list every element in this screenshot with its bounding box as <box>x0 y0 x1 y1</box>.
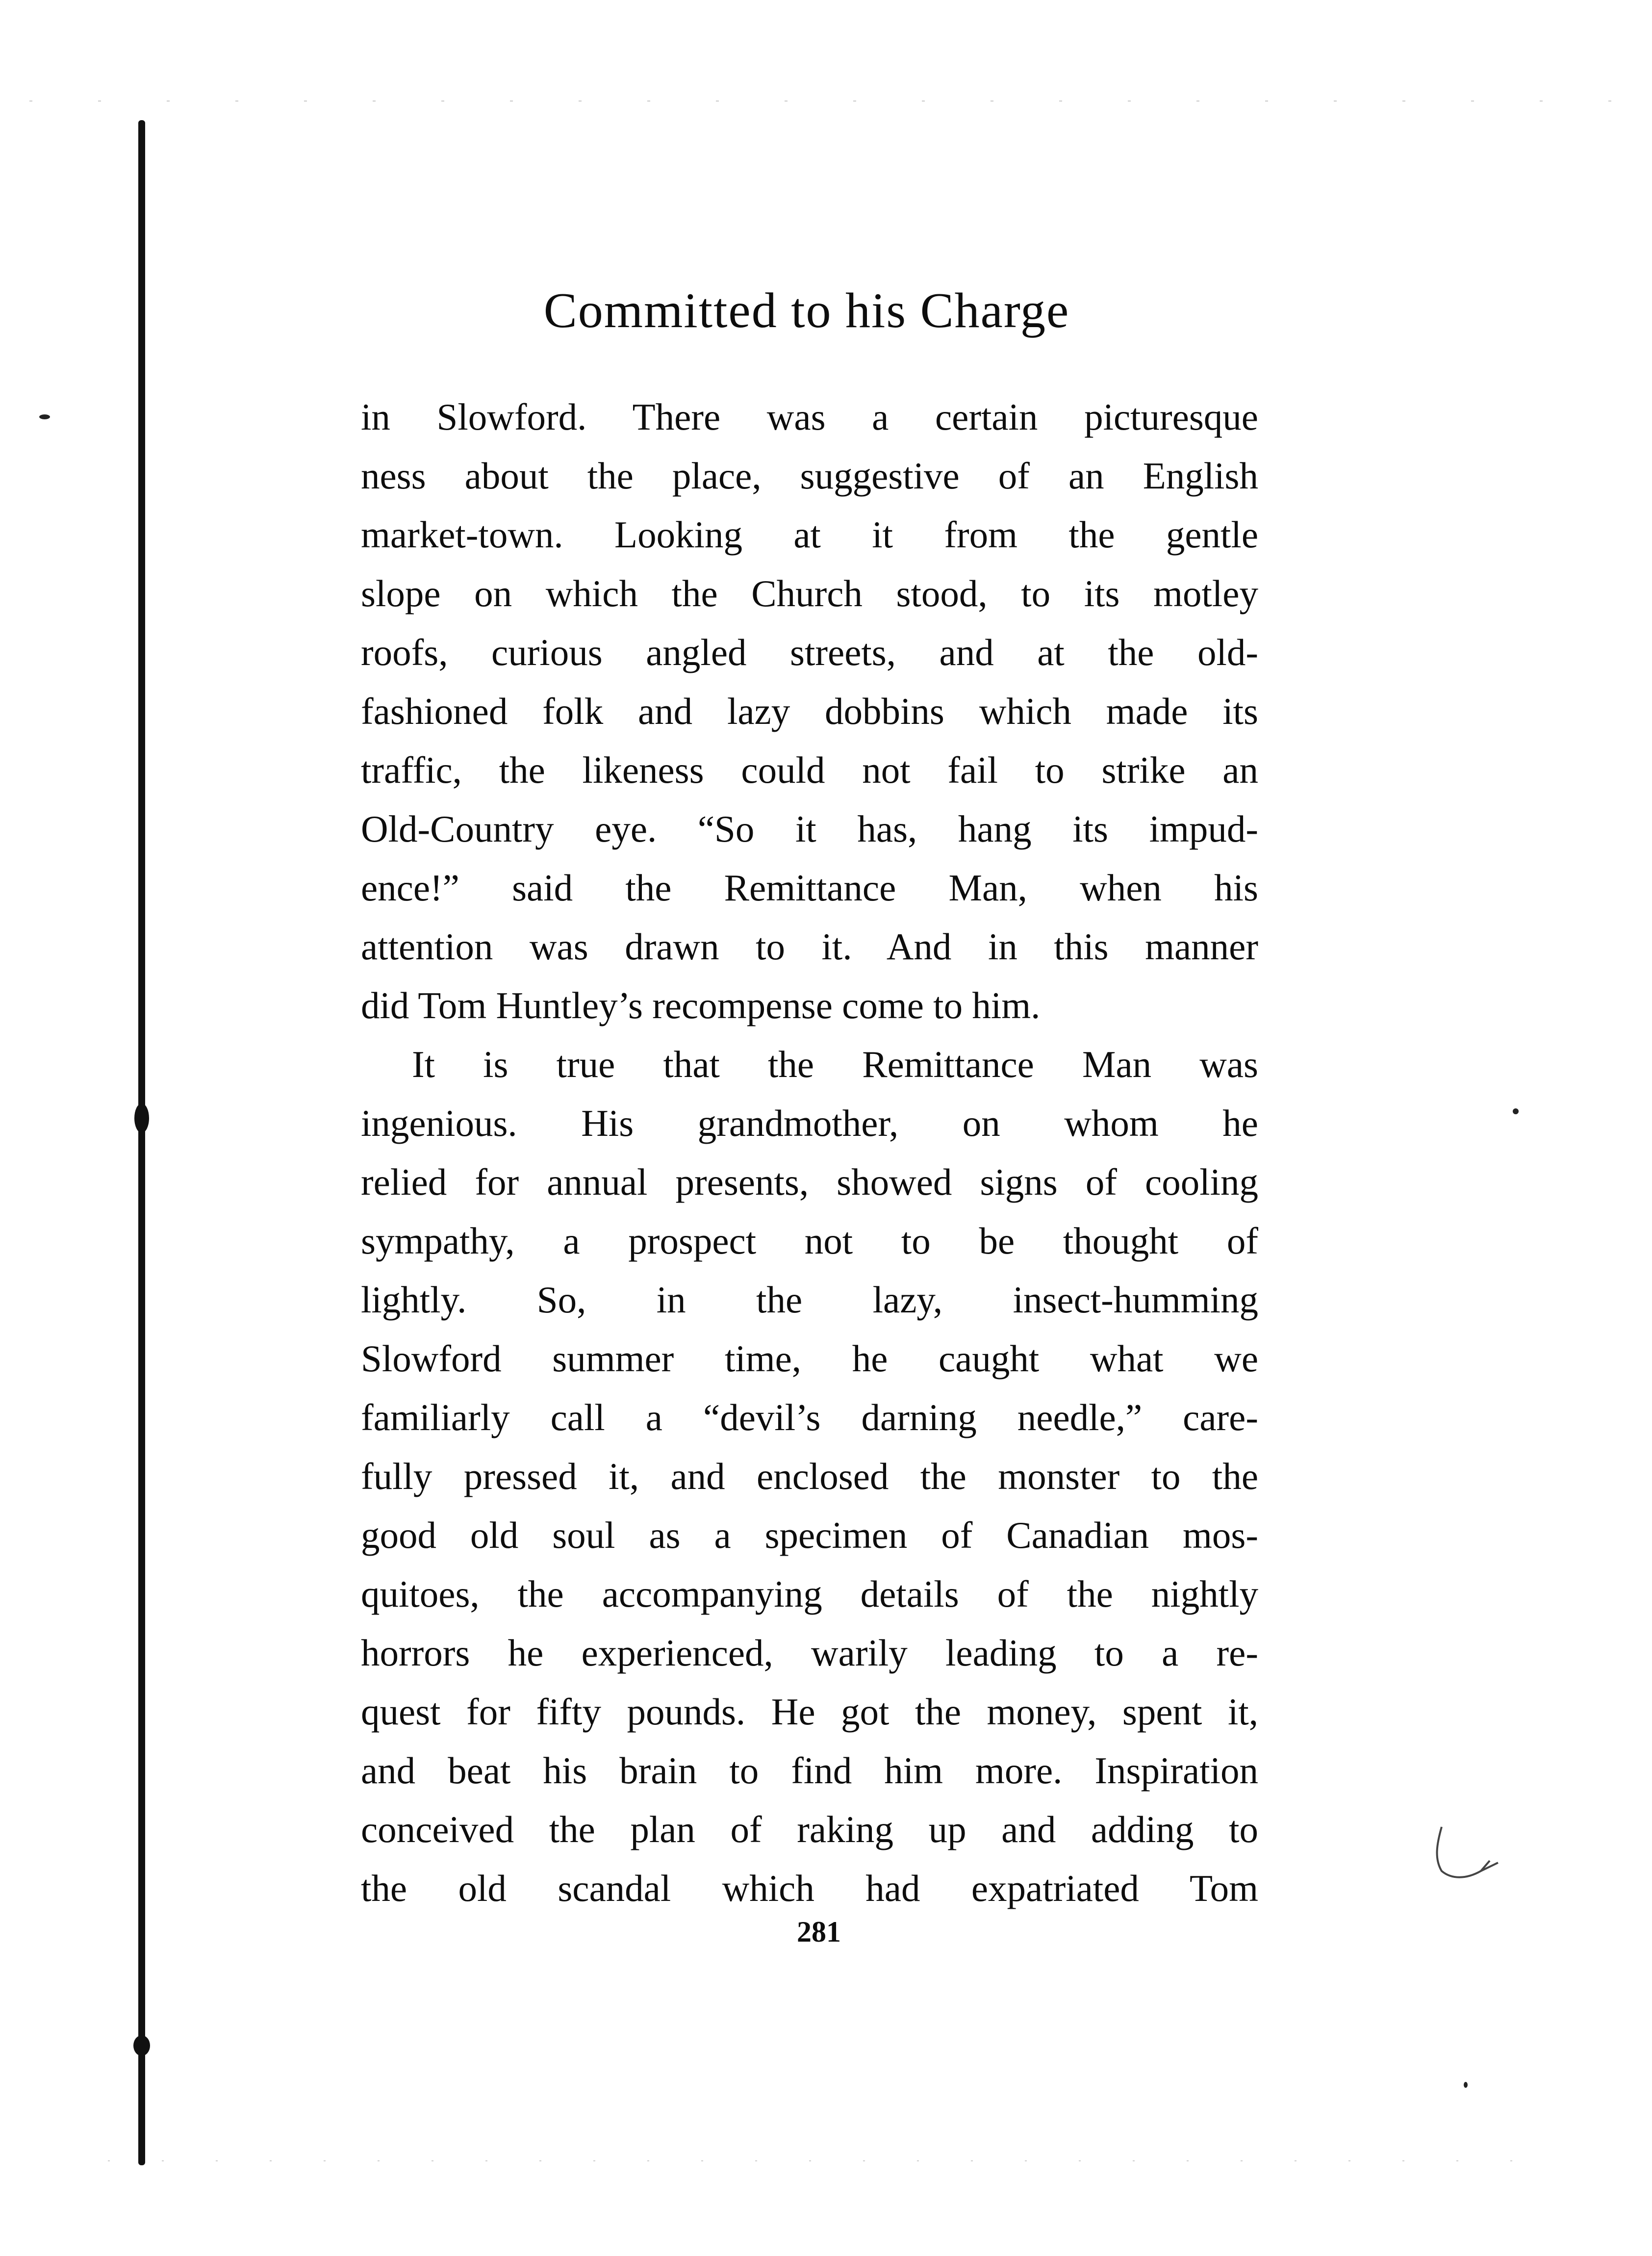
body-text <box>361 387 1258 1918</box>
text-line: slope on which the Church stood, to its motley <box>361 572 1258 615</box>
binding-edge <box>138 120 145 2165</box>
scan-speck <box>39 414 50 419</box>
text-line: horrors he experienced, warily leading to a re- <box>361 1632 1258 1674</box>
text-line: lightly. So, in the lazy, insect-humming <box>361 1279 1258 1321</box>
scan-speck <box>1464 2082 1468 2088</box>
text-line: market-town. Looking at it from the gentle <box>361 513 1258 556</box>
text-line: fashioned folk and lazy dobbins which made its <box>361 690 1258 732</box>
paragraph-first-line: It is true that the Remittance Man was <box>412 1043 1258 1085</box>
page-number: 281 <box>797 1916 841 1948</box>
text-line: conceived the plan of raking up and adding to <box>361 1808 1258 1850</box>
paragraph-end-line: did Tom Huntley’s recompense come to him. <box>361 984 1041 1026</box>
text-line: Old-Country eye. “So it has, hang its impud- <box>361 808 1258 850</box>
text-line: traffic, the likeness could not fail to strike an <box>361 749 1258 791</box>
text-line: fully pressed it, and enclosed the monster to the <box>361 1455 1258 1497</box>
text-line: and beat his brain to find him more. Inspiration <box>361 1749 1258 1792</box>
text-line: relied for annual presents, showed signs of cooling <box>361 1161 1258 1203</box>
margin-pencil-mark <box>1432 1824 1505 1883</box>
text-line: in Slowford. There was a certain picturesque <box>361 396 1258 438</box>
text-line: attention was drawn to it. And in this manner <box>361 925 1258 968</box>
text-line: roofs, curious angled streets, and at the old- <box>361 631 1258 673</box>
scan-speck <box>1513 1108 1519 1114</box>
text-line: quitoes, the accompanying details of the nightly <box>361 1573 1258 1615</box>
text-line: familiarly call a “devil’s darning needle,” care- <box>361 1396 1258 1438</box>
text-line: quest for fifty pounds. He got the money, spent it, <box>361 1691 1258 1733</box>
scan-noise-top <box>0 101 1652 102</box>
text-line: sympathy, a prospect not to be thought of <box>361 1220 1258 1262</box>
text-line: good old soul as a specimen of Canadian mos- <box>361 1514 1258 1556</box>
scan-noise-bottom <box>88 2160 1559 2161</box>
text-line: the old scandal which had expatriated Tom <box>361 1867 1258 1909</box>
text-line: ness about the place, suggestive of an English <box>361 455 1258 497</box>
binding-mark <box>133 2035 150 2056</box>
text-line: ence!” said the Remittance Man, when his <box>361 867 1258 909</box>
binding-mark <box>134 1103 149 1133</box>
running-head: Committed to his Charge <box>543 283 1070 338</box>
text-line: Slowford summer time, he caught what we <box>361 1337 1258 1380</box>
text-line: ingenious. His grandmother, on whom he <box>361 1102 1258 1144</box>
